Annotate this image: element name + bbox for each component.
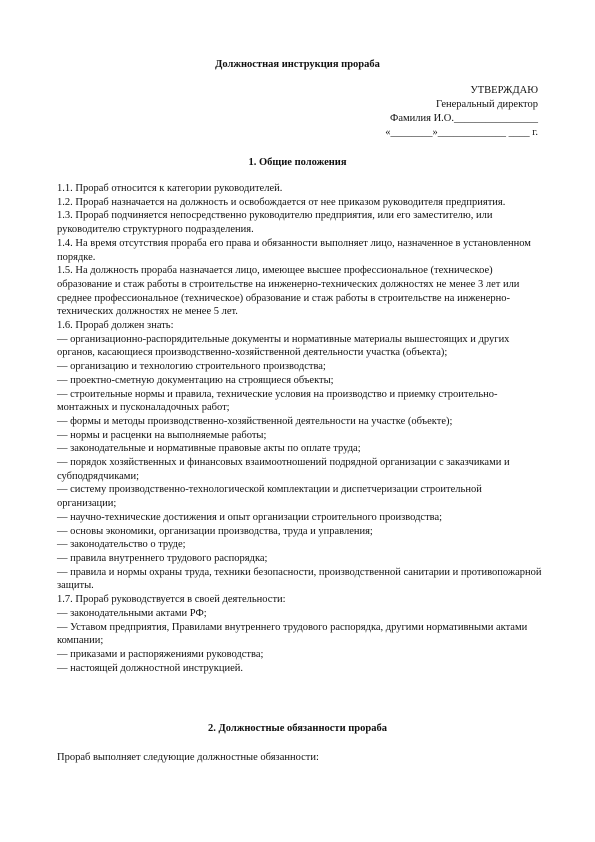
paragraph-line: — основы экономики, организации производства, труда и управления;	[57, 525, 373, 537]
approval-line-name: Фамилия И.О.________________	[390, 113, 538, 124]
paragraph-line: 1.4. На время отсутствия прораба его права и обязанности выполняет лицо, назначенное в установленном порядке.	[57, 237, 531, 263]
section-1-heading: 1. Общие положения	[248, 157, 347, 168]
paragraph-line: 1.7. Прораб руководствуется в своей деятельности:	[57, 594, 286, 606]
paragraph-line: 1.3. Прораб подчиняется непосредственно руководителю предприятия, или его заместителю, или руководителю структурного подразделения.	[57, 210, 493, 236]
section-2-intro: Прораб выполняет следующие должностные обязанности:	[57, 752, 319, 763]
paragraph-line: — формы и методы производственно-хозяйственной деятельности на участке (объекте);	[57, 415, 453, 427]
paragraph-line: — порядок хозяйственных и финансовых взаимоотношений подрядной организации с заказчиками и субподрядчиками;	[57, 457, 510, 482]
paragraph-line: — научно-технические достижения и опыт организации строительного производства;	[57, 511, 443, 523]
paragraph-line: 1.2. Прораб назначается на должность и освобождается от нее приказом руководителя предприятия.	[57, 196, 506, 208]
paragraph-line: — организационно-распорядительные документы и нормативные материалы вышестоящих и других органов, касающиеся производственно-хозяйственной деятельности участка (объекта);	[57, 333, 510, 359]
approval-line-date: «________»_____________ ____ г.	[385, 127, 538, 138]
paragraph-line: — систему производственно-технологической комплектации и диспетчеризации строительной организации;	[57, 484, 482, 510]
approval-line-position: Генеральный директор	[436, 99, 538, 110]
paragraph-line: 1.5. На должность прораба назначается лицо, имеющее высшее профессиональное (техническое) образование и стаж работы в строительстве на инженерно-технических должностях не менее 3 лет или среднее профессиональное (техническое) образование и стаж работы в строительстве на инженерно-технических должностях не менее 5 лет.	[57, 265, 520, 318]
document-title: Должностная инструкция прораба	[215, 59, 380, 70]
paragraph-line: — строительные нормы и правила, технические условия на производство и приемку строительно-монтажных и пусконаладочных работ;	[57, 388, 498, 414]
paragraph-line: — законодательство о труде;	[57, 539, 186, 551]
paragraph-line: 1.1. Прораб относится к категории руководителей.	[57, 183, 283, 194]
approval-line-approve: УТВЕРЖДАЮ	[470, 85, 538, 96]
paragraph-line: — законодательные и нормативные правовые акты по оплате труда;	[57, 443, 361, 455]
paragraph-line: 1.6. Прораб должен знать:	[57, 320, 174, 332]
approval-block	[278, 84, 538, 140]
paragraph-line: — настоящей должностной инструкцией.	[57, 662, 244, 674]
paragraph-line: — организацию и технологию строительного производства;	[57, 361, 326, 373]
section-2-heading: 2. Должностные обязанности прораба	[208, 723, 387, 734]
paragraph-line: — Уставом предприятия, Правилами внутреннего трудового распорядка, другими нормативными актами компании;	[57, 621, 528, 647]
section-1-body	[57, 182, 542, 675]
paragraph-line: — правила внутреннего трудового распорядка;	[57, 552, 268, 564]
paragraph-line: — приказами и распоряжениями руководства;	[57, 648, 264, 660]
paragraph-line: — правила и нормы охраны труда, техники безопасности, производственной санитарии и противопожарной защиты.	[57, 566, 542, 592]
paragraph-line: — нормы и расценки на выполняемые работы;	[57, 429, 267, 441]
paragraph-line: — законодательными актами РФ;	[57, 607, 207, 619]
paragraph-line: — проектно-сметную документацию на строящиеся объекты;	[57, 374, 334, 386]
